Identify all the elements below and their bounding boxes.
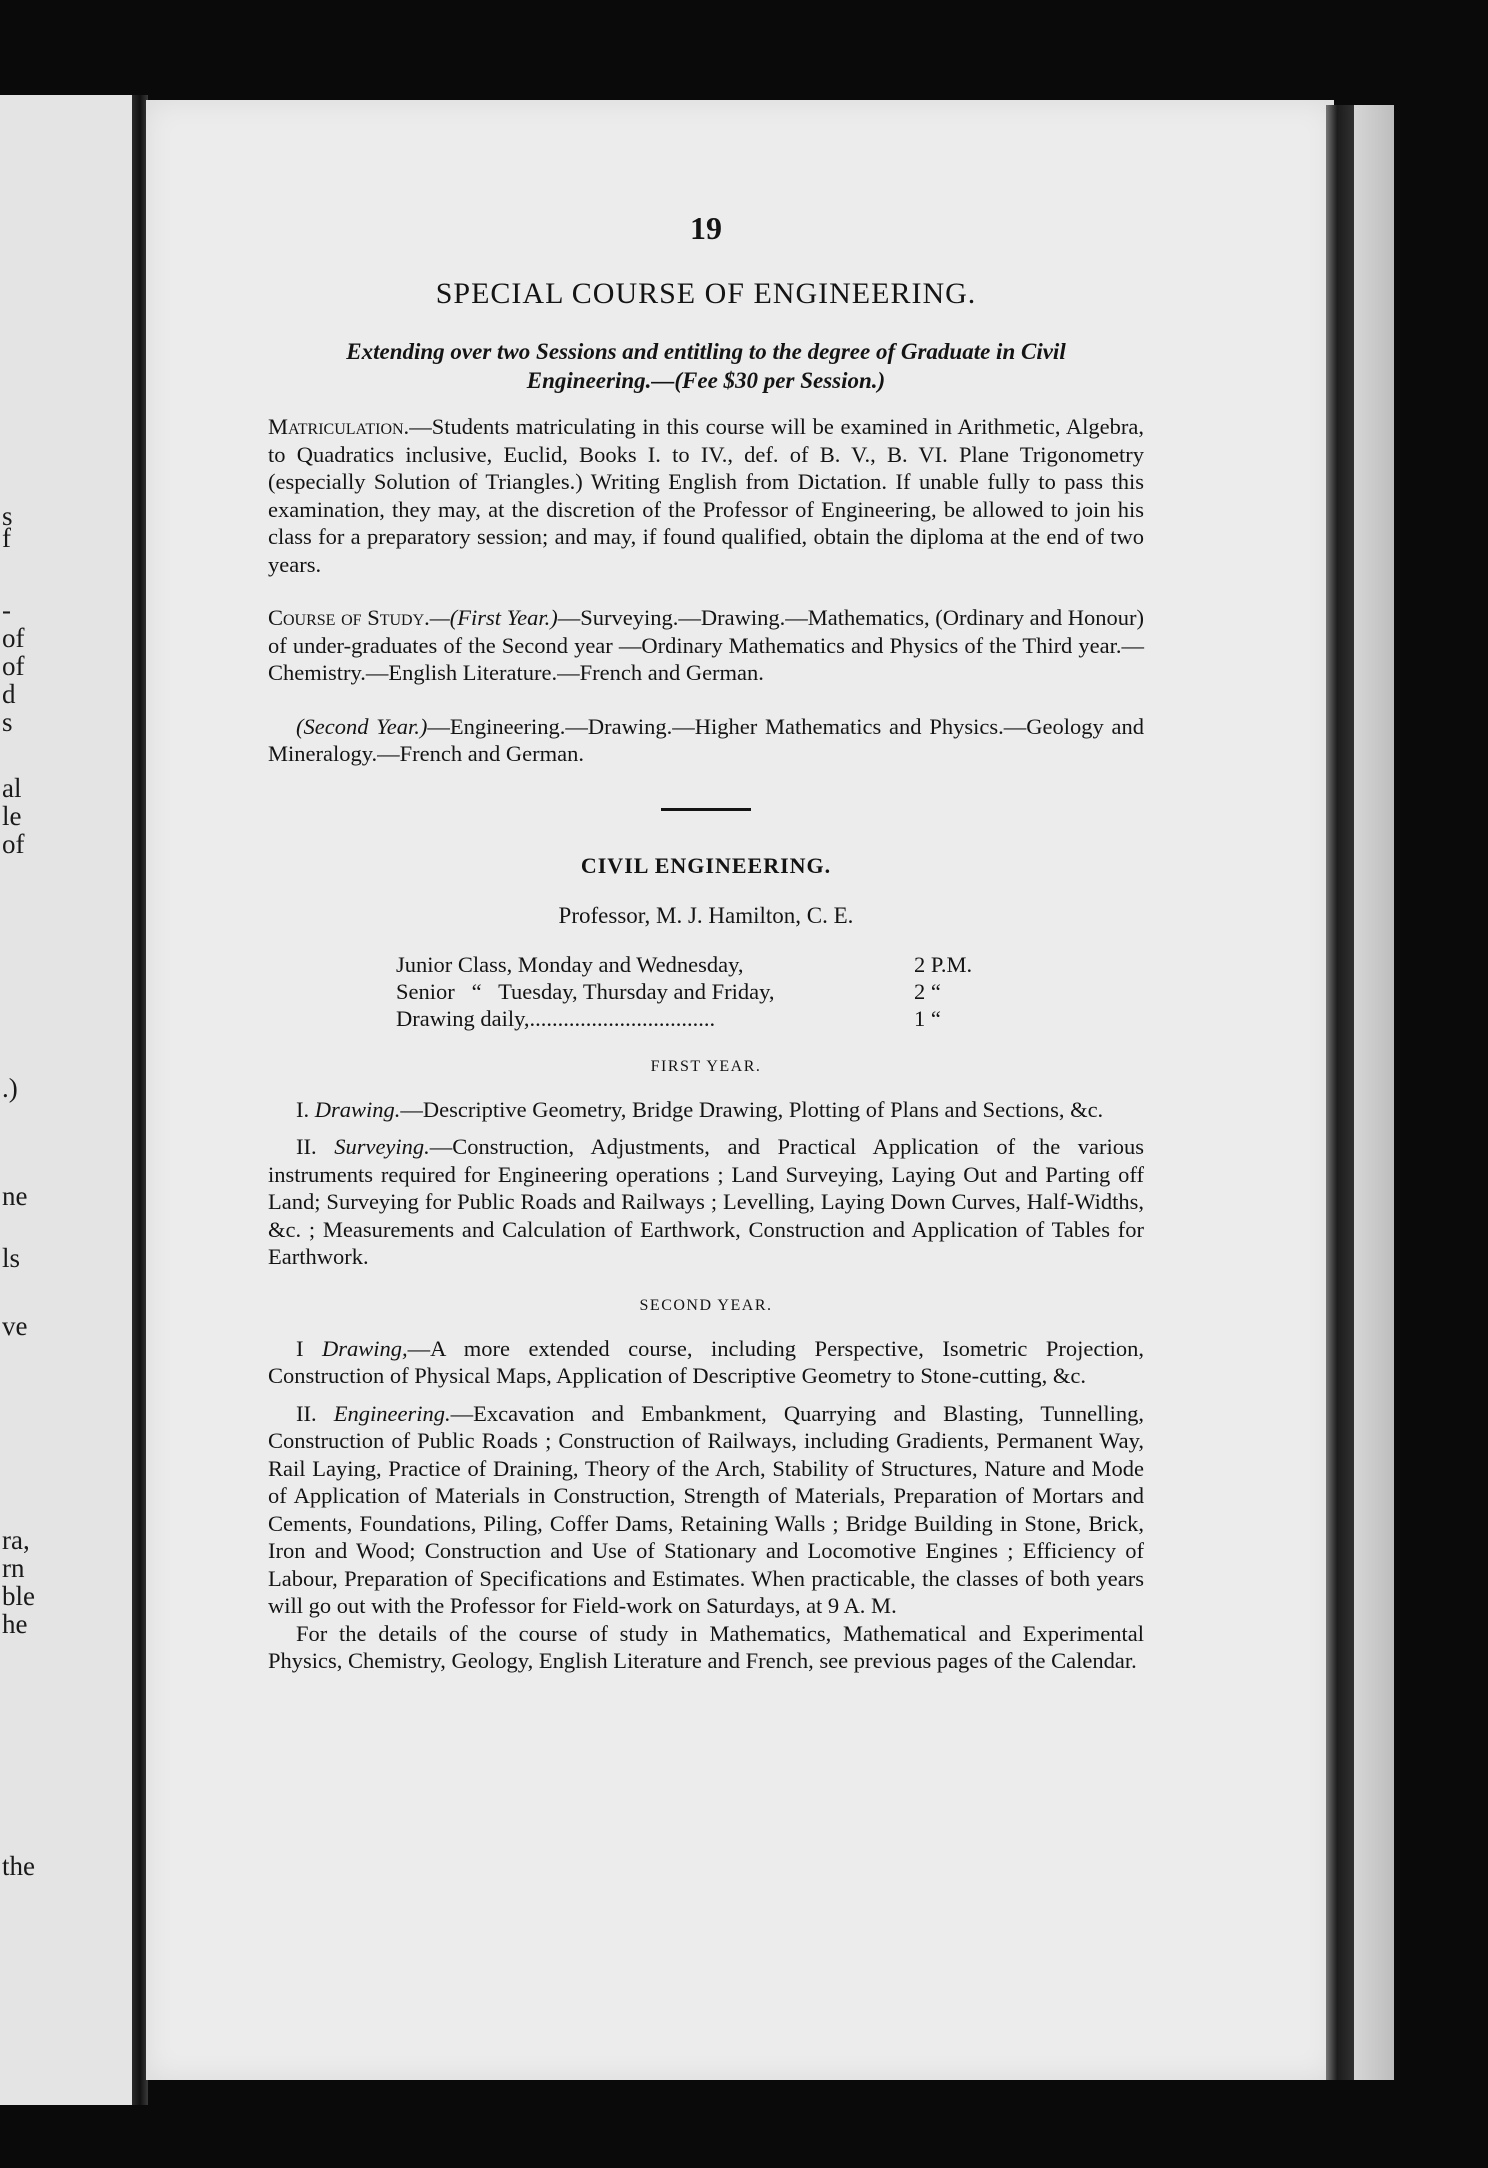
page-title: SPECIAL COURSE OF ENGINEERING. [435, 277, 977, 310]
left-fragment: al [2, 773, 22, 803]
schedule-class: Senior “ Tuesday, Thursday and Friday, [396, 978, 775, 1004]
left-fragment: ve [2, 1311, 28, 1341]
course-of-study-label: Course of Study. [268, 605, 430, 630]
left-fragment: the [2, 1851, 35, 1881]
subtitle: Extending over two Sessions and entitling to the degree of Graduate in Civil Engineering.—(Fee $30 per Session.) [346, 339, 1066, 393]
left-page-fragment [0, 95, 140, 2105]
matriculation-paragraph [268, 413, 1144, 578]
left-fragment: le [2, 801, 22, 831]
second-year-item: II. Engineering.—Excavation and Embankment, Quarrying and Blasting, Tunnelling, Construction of Public Roads ; Construction of Railways, including Gradients, Permanent Way, Rail Laying, Practice of Draining, Theory of the Arch, Stability of Structures, Nature and Mode of Application of Materials in Construction, Strength of Materials, Preparation of Mortars and Cements, Foundations, Piling, Coffer Dams, Retaining Walls ; Bridge Building in Stone, Brick, Iron and Wood; Construction and Use of Stationary and Locomotive Engines ; Efficiency of Labour, Preparation of Specifications and Estimates. When practicable, the classes of both years will go out with the Professor for Field-work on Saturdays, at 9 A. M. [268, 1400, 1144, 1618]
course-of-study-paragraph [268, 604, 1144, 687]
second-year-heading: SECOND YEAR. [639, 1296, 773, 1314]
matriculation-label: Matriculation. [268, 414, 410, 439]
page-number: 19 [690, 210, 722, 246]
left-fragment: ble [2, 1581, 35, 1611]
left-fragment: ra, [2, 1525, 30, 1555]
left-fragment: s [2, 501, 13, 531]
left-fragment: rn [2, 1553, 25, 1583]
schedule-hour: 2 P.M. [914, 951, 973, 977]
left-fragment: d [2, 679, 16, 709]
second-year-paragraph [268, 713, 1144, 768]
first-year-item: II. Surveying.—Construction, Adjustments, and Practical Application of the various instruments required for Engineering operations ; Land Surveying, Laying Out and Parting off Land; Surveying for Public Roads and Railways ; Levelling, Laying Down Curves, Half-Widths, &c. ; Measurements and Calculation of Earthwork, Construction and Application of Tables for Earthwork. [268, 1134, 1144, 1269]
left-fragment: of [2, 829, 25, 859]
left-fragment: of [2, 623, 25, 653]
second-year-text: —Engineering.—Drawing.—Higher Mathematics and Physics.—Geology and Mineralogy.—French and German. [268, 713, 1144, 766]
left-fragment: ne [2, 1181, 28, 1211]
section-divider [661, 808, 751, 811]
second-year-item: I Drawing,—A more extended course, including Perspective, Isometric Projection, Construction of Physical Maps, Application of Descriptive Geometry to Stone-cutting, &c. [268, 1335, 1145, 1388]
left-fragment: of [2, 651, 25, 681]
schedule-row [396, 978, 1144, 1005]
page-edge [1354, 105, 1394, 2080]
page-edge-shadow [1326, 105, 1354, 2080]
schedule-hour: 1 “ [914, 1005, 941, 1031]
first-year-heading: FIRST YEAR. [650, 1057, 762, 1075]
first-year-text: —Surveying.—Drawing.—Mathematics, (Ordinary and Honour) of under-graduates of the Second year —Ordinary Mathematics and Physics of the Third year.—Chemistry.—English Literature.—French and German. [268, 605, 1144, 685]
schedule-class: Drawing daily,................................. [396, 1005, 716, 1031]
civil-engineering-heading: CIVIL ENGINEERING. [580, 852, 832, 878]
schedule-hour: 2 “ [914, 978, 941, 1004]
schedule-class: Junior Class, Monday and Wednesday, [396, 951, 744, 977]
matriculation-text: —Students matriculating in this course will be examined in Arithmetic, Algebra, to Quadratics inclusive, Euclid, Books I. to IV., def. of B. V., B. VI. Plane Trigonometry (especially Solution of Triangles.) Writing English from Dictation. If unable fully to pass this examination, they may, at the discretion of the Professor of Engineering, be allowed to join his class for a preparatory session; and may, if found qualified, obtain the diploma at the end of two years. [268, 414, 1144, 577]
first-year-item: I. Drawing.—Descriptive Geometry, Bridge Drawing, Plotting of Plans and Sections, &c. [296, 1096, 1104, 1122]
left-fragment: f [2, 523, 11, 553]
first-year-label: —(First Year.) [429, 605, 558, 630]
schedule-row [396, 1005, 1144, 1032]
left-fragment: s [2, 707, 13, 737]
second-year-label: (Second Year.) [296, 713, 428, 739]
left-fragment: he [2, 1609, 28, 1639]
page-content [268, 210, 1144, 1675]
left-fragment: ls [2, 1243, 21, 1273]
class-schedule [396, 951, 1144, 1032]
left-fragment: - [2, 595, 11, 625]
left-fragment: .) [2, 1073, 18, 1103]
closing-paragraph: For the details of the course of study in Mathematics, Mathematical and Experimental Physics, Chemistry, Geology, English Literature and French, see previous pages of the Calendar. [268, 1620, 1144, 1673]
professor-line: Professor, M. J. Hamilton, C. E. [558, 902, 854, 928]
schedule-row [396, 951, 1144, 978]
